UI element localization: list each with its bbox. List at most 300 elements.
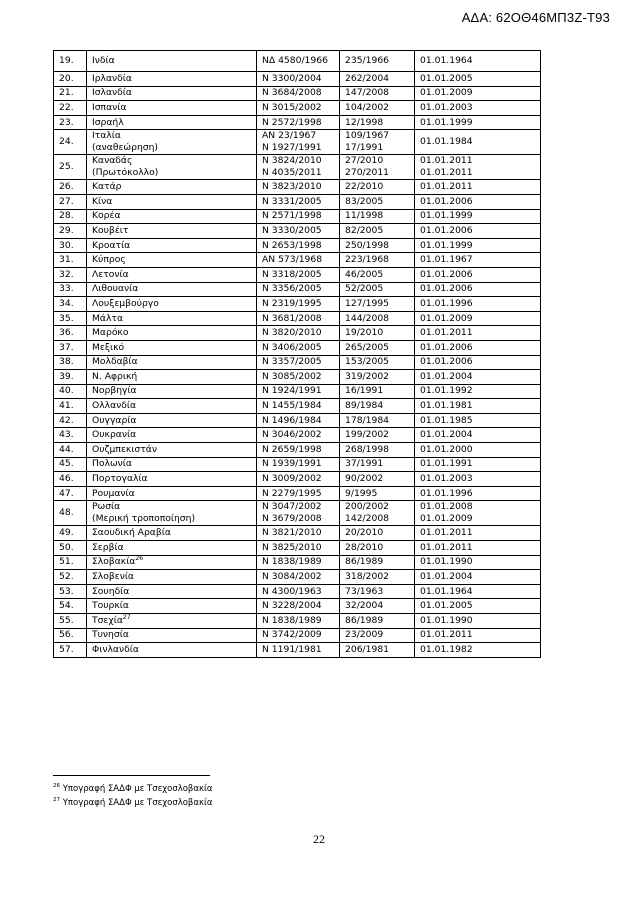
gazette-cell	[340, 238, 415, 253]
country-cell	[87, 384, 257, 399]
table-row	[54, 555, 541, 570]
table-row	[54, 486, 541, 501]
country-cell	[87, 570, 257, 585]
country-cell-text: Ν. Αφρική	[92, 370, 138, 382]
law-cell-line	[262, 400, 334, 412]
effective-date-cell-text: 01.01.1967	[420, 254, 473, 266]
law-cell-text: Ν 3330/2005	[262, 224, 322, 236]
effective-date-cell-text: 01.01.2006	[420, 195, 473, 207]
gazette-cell	[340, 443, 415, 458]
country-cell-line	[92, 400, 251, 412]
country-cell-line	[92, 117, 251, 129]
gazette-cell-text: 270/2011	[345, 167, 390, 179]
gazette-cell	[340, 614, 415, 629]
effective-date-cell-text: 01.01.1999	[420, 116, 473, 128]
country-cell	[87, 413, 257, 428]
table-row	[54, 643, 541, 658]
country-cell-line	[92, 458, 251, 470]
country-cell	[87, 180, 257, 195]
gazette-cell-text: 22/2010	[345, 181, 384, 193]
effective-date-cell-line	[420, 87, 535, 99]
law-cell-line	[262, 458, 334, 470]
footnote-reference[interactable]: 27	[122, 613, 131, 621]
law-cell-text: Ν 3821/2010	[262, 527, 322, 539]
table-row	[54, 311, 541, 326]
footnote-text: Υπογραφή ΣΑΔΦ με Τσεχοσλοβακία	[62, 798, 213, 808]
law-cell-line	[262, 73, 334, 85]
law-cell-line	[262, 556, 334, 568]
gazette-cell-text: 37/1991	[345, 458, 384, 470]
gazette-cell-line	[345, 527, 409, 539]
law-cell	[257, 267, 340, 282]
country-cell-text: Ουγγαρία	[92, 414, 137, 426]
law-cell-line	[262, 385, 334, 397]
gazette-cell	[340, 526, 415, 541]
effective-date-cell-text: 01.01.1984	[420, 136, 473, 148]
law-cell-text: Ν 1927/1991	[262, 142, 322, 154]
effective-date-cell	[415, 86, 541, 101]
effective-date-cell-text: 01.01.2009	[420, 513, 473, 525]
gazette-cell-text: 89/1984	[345, 400, 384, 412]
gazette-cell-text: 9/1995	[345, 487, 378, 499]
effective-date-cell	[415, 599, 541, 614]
law-cell-text: ΑΝ 23/1967	[262, 130, 317, 142]
effective-date-cell	[415, 326, 541, 341]
effective-date-cell	[415, 51, 541, 72]
law-cell	[257, 599, 340, 614]
gazette-cell-line	[345, 501, 409, 513]
country-cell-line	[92, 283, 251, 295]
effective-date-cell-line	[420, 600, 535, 612]
country-cell	[87, 238, 257, 253]
gazette-cell-line	[345, 615, 409, 627]
law-cell-line	[262, 102, 334, 114]
country-cell	[87, 253, 257, 268]
gazette-cell	[340, 599, 415, 614]
gazette-cell-text: 16/1991	[345, 385, 384, 397]
table-row	[54, 399, 541, 414]
table-row	[54, 472, 541, 487]
effective-date-cell-text: 01.01.2011	[420, 327, 473, 339]
law-cell-text: Ν 3357/2005	[262, 356, 322, 368]
gazette-cell	[340, 570, 415, 585]
table-row	[54, 155, 541, 180]
effective-date-cell-text: 01.01.2000	[420, 443, 473, 455]
law-cell-text: ΑΝ 573/1968	[262, 254, 323, 266]
law-cell-line	[262, 342, 334, 354]
gazette-cell-line	[345, 371, 409, 383]
row-number: 57.	[54, 643, 87, 658]
gazette-cell	[340, 297, 415, 312]
table-row	[54, 209, 541, 224]
gazette-cell-line	[345, 458, 409, 470]
effective-date-cell-text: 01.01.1981	[420, 400, 473, 412]
table-row	[54, 86, 541, 101]
country-cell-text: Σαουδική Αραβία	[92, 527, 171, 539]
law-cell-text: Ν 3015/2002	[262, 101, 322, 113]
footnote	[53, 796, 212, 810]
country-cell	[87, 282, 257, 297]
country-cell-text: Σλοβενία	[92, 571, 134, 583]
law-cell-text: Ν 3406/2005	[262, 341, 322, 353]
gazette-cell-text: 83/2005	[345, 195, 384, 207]
effective-date-cell-text: 01.01.2011	[420, 629, 473, 641]
footnote-number: 26	[53, 783, 60, 790]
effective-date-cell-line	[420, 196, 535, 208]
table-row	[54, 457, 541, 472]
gazette-cell-text: 206/1981	[345, 643, 390, 655]
law-cell-text: Ν 3046/2002	[262, 429, 322, 441]
effective-date-cell	[415, 428, 541, 443]
country-cell-line	[92, 313, 251, 325]
gazette-cell	[340, 101, 415, 116]
country-cell-text: Ιταλία	[92, 130, 121, 142]
effective-date-cell-text: 01.01.2004	[420, 429, 473, 441]
effective-date-cell-text: 01.01.2011	[420, 541, 473, 553]
row-number: 24.	[54, 130, 87, 155]
country-cell-text: Πολωνία	[92, 458, 132, 470]
law-cell-text: Ν 2572/1998	[262, 116, 322, 128]
table-row	[54, 428, 541, 443]
law-cell-line	[262, 586, 334, 598]
country-cell-line	[92, 130, 251, 142]
gazette-cell	[340, 253, 415, 268]
country-cell-text: Τουρκία	[92, 600, 129, 612]
row-number: 47.	[54, 486, 87, 501]
law-cell-text: Ν 3825/2010	[262, 541, 322, 553]
country-cell-text: Κίνα	[92, 195, 113, 207]
country-cell-text: Πορτογαλία	[92, 473, 148, 485]
row-number: 41.	[54, 399, 87, 414]
law-cell-line	[262, 644, 334, 656]
law-cell	[257, 584, 340, 599]
gazette-cell-line	[345, 644, 409, 656]
effective-date-cell-text: 01.01.2011	[420, 527, 473, 539]
row-number: 46.	[54, 472, 87, 487]
row-number: 31.	[54, 253, 87, 268]
law-cell	[257, 311, 340, 326]
country-cell-text: Ρωσία	[92, 501, 121, 513]
gazette-cell-text: 223/1968	[345, 254, 390, 266]
row-number: 37.	[54, 340, 87, 355]
law-cell-text: Ν 2279/1995	[262, 487, 322, 499]
effective-date-cell	[415, 370, 541, 385]
gazette-cell-line	[345, 283, 409, 295]
row-number: 38.	[54, 355, 87, 370]
effective-date-cell	[415, 457, 541, 472]
law-cell-text: Ν 3047/2002	[262, 501, 322, 513]
gazette-cell-text: 153/2005	[345, 356, 390, 368]
treaty-table-body	[54, 51, 541, 658]
country-cell-text: Τυνησία	[92, 629, 129, 641]
country-cell	[87, 297, 257, 312]
country-cell-line	[92, 167, 251, 179]
table-row	[54, 326, 541, 341]
row-number: 22.	[54, 101, 87, 116]
effective-date-cell-text: 01.01.1991	[420, 458, 473, 470]
law-cell-text: Ν 1496/1984	[262, 414, 322, 426]
treaty-table	[53, 50, 541, 658]
gazette-cell	[340, 643, 415, 658]
country-cell-text: Μαρόκο	[92, 327, 129, 339]
effective-date-cell-line	[420, 429, 535, 441]
country-cell	[87, 194, 257, 209]
law-cell-line	[262, 298, 334, 310]
page-number: 22	[313, 832, 325, 846]
row-number: 19.	[54, 51, 87, 72]
law-cell-line	[262, 415, 334, 427]
country-cell-text: Μολδαβία	[92, 356, 138, 368]
effective-date-cell-text: 01.01.2003	[420, 101, 473, 113]
gazette-cell-text: 52/2005	[345, 283, 384, 295]
law-cell	[257, 628, 340, 643]
table-row	[54, 614, 541, 629]
gazette-cell-text: 268/1998	[345, 443, 390, 455]
gazette-cell-text: 250/1998	[345, 239, 390, 251]
footnote-text: Υπογραφή ΣΑΔΦ με Τσεχοσλοβακία	[62, 784, 213, 794]
country-cell-line	[92, 225, 251, 237]
effective-date-cell-line	[420, 629, 535, 641]
law-cell	[257, 297, 340, 312]
effective-date-cell-line	[420, 210, 535, 222]
effective-date-cell-text: 01.01.1999	[420, 210, 473, 222]
law-cell	[257, 486, 340, 501]
gazette-cell-text: 142/2008	[345, 513, 390, 525]
effective-date-cell	[415, 238, 541, 253]
law-cell-text: Ν 3679/2008	[262, 513, 322, 525]
gazette-cell	[340, 486, 415, 501]
table-row	[54, 370, 541, 385]
gazette-cell-text: 11/1998	[345, 210, 384, 222]
table-row	[54, 180, 541, 195]
effective-date-cell-text: 01.01.2004	[420, 370, 473, 382]
gazette-cell-line	[345, 313, 409, 325]
law-cell-line	[262, 55, 334, 67]
law-cell	[257, 413, 340, 428]
effective-date-cell	[415, 194, 541, 209]
row-number: 21.	[54, 86, 87, 101]
effective-date-cell	[415, 526, 541, 541]
effective-date-cell-line	[420, 117, 535, 129]
gazette-cell	[340, 340, 415, 355]
country-cell	[87, 86, 257, 101]
gazette-cell-text: 318/2002	[345, 571, 390, 583]
law-cell-line	[262, 130, 334, 142]
table-row	[54, 628, 541, 643]
gazette-cell	[340, 628, 415, 643]
gazette-cell	[340, 555, 415, 570]
gazette-cell-line	[345, 196, 409, 208]
law-cell-line	[262, 371, 334, 383]
law-cell-line	[262, 142, 334, 154]
country-cell	[87, 643, 257, 658]
effective-date-cell-text: 01.01.2009	[420, 87, 473, 99]
gazette-cell-line	[345, 542, 409, 554]
effective-date-cell-text: 01.01.2006	[420, 268, 473, 280]
effective-date-cell-line	[420, 615, 535, 627]
gazette-cell	[340, 428, 415, 443]
gazette-cell-line	[345, 240, 409, 252]
gazette-cell-text: 82/2005	[345, 224, 384, 236]
gazette-cell-line	[345, 87, 409, 99]
effective-date-cell-line	[420, 240, 535, 252]
effective-date-cell	[415, 180, 541, 195]
gazette-cell	[340, 130, 415, 155]
gazette-cell	[340, 399, 415, 414]
law-cell-text: Ν 3824/2010	[262, 155, 322, 167]
gazette-cell-line	[345, 571, 409, 583]
row-number: 49.	[54, 526, 87, 541]
gazette-cell-line	[345, 117, 409, 129]
effective-date-cell-text: 01.01.1985	[420, 414, 473, 426]
gazette-cell	[340, 209, 415, 224]
gazette-cell-line	[345, 415, 409, 427]
gazette-cell	[340, 541, 415, 556]
gazette-cell-line	[345, 254, 409, 266]
footnote-reference[interactable]: 26	[135, 555, 144, 563]
row-number: 29.	[54, 224, 87, 239]
gazette-cell-line	[345, 513, 409, 525]
law-cell	[257, 355, 340, 370]
gazette-cell-line	[345, 327, 409, 339]
law-cell-text: Ν 1924/1991	[262, 385, 322, 397]
law-cell-line	[262, 254, 334, 266]
row-number: 54.	[54, 599, 87, 614]
country-cell-line	[92, 644, 251, 656]
law-cell-text: Ν 3823/2010	[262, 181, 322, 193]
gazette-cell-text: 86/1989	[345, 614, 384, 626]
effective-date-cell	[415, 209, 541, 224]
law-cell-line	[262, 327, 334, 339]
row-number: 35.	[54, 311, 87, 326]
law-cell	[257, 155, 340, 180]
effective-date-cell-text: 01.01.2006	[420, 283, 473, 295]
country-cell-text: Ινδία	[92, 55, 115, 66]
country-cell	[87, 599, 257, 614]
effective-date-cell	[415, 355, 541, 370]
country-cell-line	[92, 356, 251, 368]
law-cell	[257, 526, 340, 541]
gazette-cell	[340, 326, 415, 341]
law-cell-line	[262, 240, 334, 252]
law-cell-line	[262, 600, 334, 612]
gazette-cell	[340, 224, 415, 239]
effective-date-cell-text: 01.01.1996	[420, 487, 473, 499]
gazette-cell-text: 73/1963	[345, 585, 384, 597]
row-number: 27.	[54, 194, 87, 209]
gazette-cell-text: 46/2005	[345, 268, 384, 280]
law-cell-line	[262, 313, 334, 325]
gazette-cell-text: 12/1998	[345, 116, 384, 128]
country-cell-text: Ουζμπεκιστάν	[92, 443, 157, 455]
gazette-cell-line	[345, 400, 409, 412]
gazette-cell	[340, 355, 415, 370]
law-cell	[257, 194, 340, 209]
law-cell-text: Ν 1838/1989	[262, 614, 322, 626]
effective-date-cell-line	[420, 458, 535, 470]
gazette-cell-text: 27/2010	[345, 155, 384, 167]
country-cell	[87, 526, 257, 541]
row-number: 50.	[54, 541, 87, 556]
document-id-header: ΑΔΑ: 62ΟΘ46ΜΠ3Ζ-Τ93	[461, 10, 610, 25]
gazette-cell-line	[345, 429, 409, 441]
law-cell-line	[262, 269, 334, 281]
effective-date-cell-text: 01.01.2011	[420, 167, 473, 179]
country-cell	[87, 101, 257, 116]
gazette-cell	[340, 155, 415, 180]
effective-date-cell-text: 01.01.1999	[420, 239, 473, 251]
effective-date-cell-text: 01.01.2006	[420, 341, 473, 353]
law-cell	[257, 282, 340, 297]
table-row	[54, 282, 541, 297]
country-cell-line	[92, 240, 251, 252]
law-cell	[257, 457, 340, 472]
effective-date-cell-line	[420, 501, 535, 513]
row-number: 56.	[54, 628, 87, 643]
country-cell	[87, 472, 257, 487]
country-cell-line	[92, 429, 251, 441]
law-cell-line	[262, 196, 334, 208]
table-row	[54, 355, 541, 370]
country-cell	[87, 370, 257, 385]
effective-date-cell-text: 01.01.2008	[420, 501, 473, 513]
gazette-cell-text: 262/2004	[345, 72, 390, 84]
country-cell-text: Ισπανία	[92, 101, 127, 113]
country-cell-line	[92, 615, 251, 627]
table-row	[54, 194, 541, 209]
country-cell-line	[92, 55, 251, 67]
law-cell-text: Ν 2319/1995	[262, 297, 322, 309]
law-cell-line	[262, 542, 334, 554]
table-row	[54, 130, 541, 155]
row-number: 48.	[54, 501, 87, 526]
effective-date-cell-text: 01.01.2011	[420, 181, 473, 193]
effective-date-cell-line	[420, 571, 535, 583]
country-cell-text: (αναθεώρηση)	[92, 142, 158, 154]
effective-date-cell-text: 01.01.1992	[420, 385, 473, 397]
effective-date-cell-line	[420, 415, 535, 427]
effective-date-cell	[415, 72, 541, 87]
row-number: 23.	[54, 115, 87, 130]
effective-date-cell	[415, 399, 541, 414]
law-cell	[257, 130, 340, 155]
country-cell	[87, 355, 257, 370]
country-cell-line	[92, 385, 251, 397]
effective-date-cell-line	[420, 181, 535, 193]
law-cell-line	[262, 429, 334, 441]
row-number: 43.	[54, 428, 87, 443]
law-cell-text: Ν 4035/2011	[262, 167, 322, 179]
effective-date-cell-line	[420, 444, 535, 456]
country-cell	[87, 267, 257, 282]
law-cell	[257, 384, 340, 399]
country-cell-line	[92, 586, 251, 598]
table-row	[54, 253, 541, 268]
gazette-cell-line	[345, 167, 409, 179]
effective-date-cell-line	[420, 356, 535, 368]
country-cell	[87, 209, 257, 224]
country-cell	[87, 541, 257, 556]
effective-date-cell	[415, 130, 541, 155]
country-cell	[87, 326, 257, 341]
footnote-separator	[53, 775, 210, 776]
country-cell	[87, 614, 257, 629]
effective-date-cell-line	[420, 254, 535, 266]
law-cell-text: Ν 3318/2005	[262, 268, 322, 280]
row-number: 53.	[54, 584, 87, 599]
law-cell-line	[262, 117, 334, 129]
gazette-cell	[340, 51, 415, 72]
